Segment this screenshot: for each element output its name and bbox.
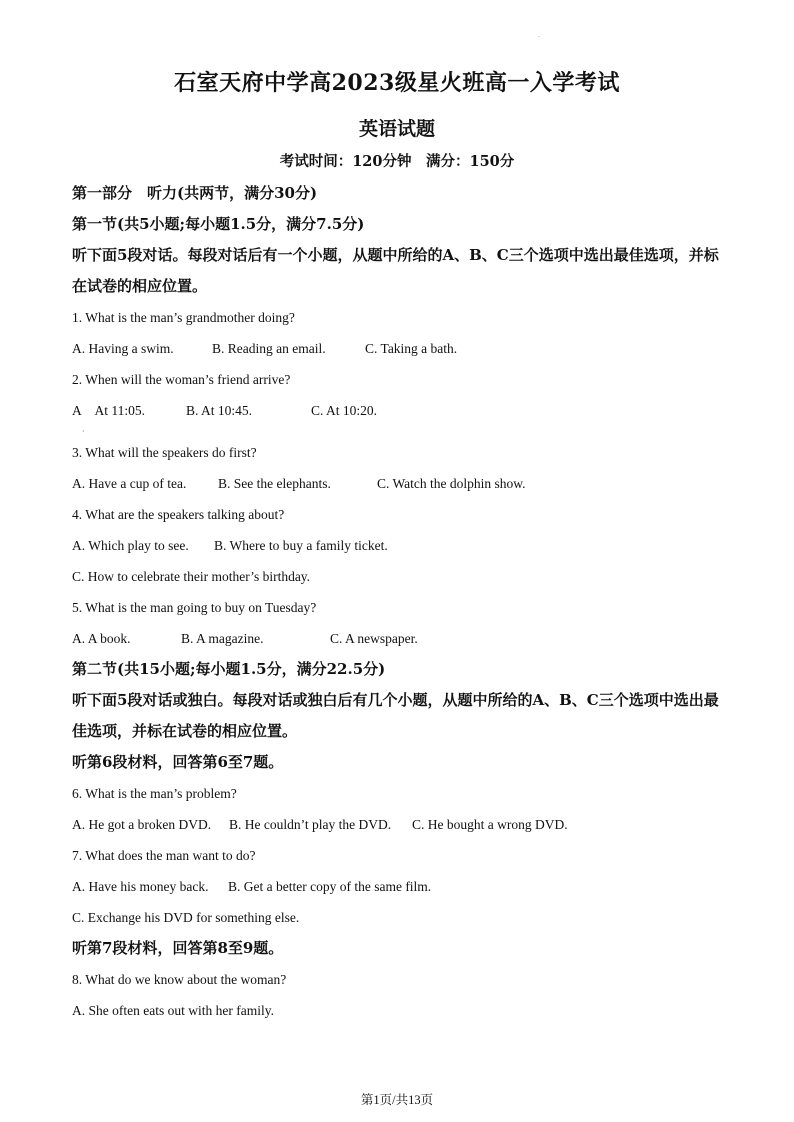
section-heading: 第一节(共5小题;每小题1.5分，满分7.5分) [72, 215, 365, 233]
option: A. A book. [72, 631, 131, 646]
question-options [72, 530, 732, 561]
question-stem: 6. What is the man’s problem? [72, 786, 237, 801]
question-stem: 7. What does the man want to do? [72, 848, 256, 863]
question-options [72, 809, 732, 840]
question-options [72, 623, 732, 654]
question-stem: 8. What do we know about the woman? [72, 972, 287, 987]
material-heading: 听第7段材料，回答第8至9题。 [72, 939, 284, 957]
question-stem: 1. What is the man’s grandmother doing? [72, 310, 295, 325]
section-heading: 第二节(共15小题;每小题1.5分，满分22.5分) [72, 660, 386, 678]
question-options [72, 395, 732, 426]
option: C. A newspaper. [330, 631, 418, 646]
option: B. See the elephants. [218, 476, 331, 491]
page-number: 第1页/共13页 [360, 1093, 434, 1107]
option: B. A magazine. [181, 631, 264, 646]
question-options [72, 333, 732, 364]
option: C. He bought a wrong DVD. [412, 817, 568, 832]
option: A. He got a broken DVD. [72, 817, 212, 832]
option: C. At 10:20. [311, 403, 378, 418]
option: A. Have a cup of tea. [72, 476, 187, 491]
option: B. Where to buy a family ticket. [214, 538, 388, 553]
material-heading: 听第6段材料，回答第6至7题。 [72, 753, 284, 771]
option: A. Have his money back. [72, 879, 209, 894]
option: C. Exchange his DVD for something else. [72, 910, 300, 925]
question-options [72, 561, 732, 592]
question-options [72, 871, 732, 902]
option: C. How to celebrate their mother’s birthday. [72, 569, 311, 584]
option: A. Which play to see. [72, 538, 189, 553]
exam-content [72, 178, 732, 1026]
option: B. Reading an email. [212, 341, 326, 356]
section-instruction: 听下面5段对话。每段对话后有一个小题，从题中所给的A、B、C三个选项中选出最佳选项，并标在试卷的相应位置。 [72, 246, 719, 295]
question-options [72, 995, 732, 1026]
option: C. Watch the dolphin show. [377, 476, 526, 491]
question-stem: 2. When will the woman’s friend arrive? [72, 372, 291, 387]
option: A. She often eats out with her family. [72, 1003, 274, 1018]
question-stem: 4. What are the speakers talking about? [72, 507, 285, 522]
option: A. Having a swim. [72, 341, 174, 356]
option: B. At 10:45. [186, 403, 253, 418]
exam-subtitle: 英语试题 [358, 118, 435, 140]
exam-title: 石室天府中学高2023级星火班高一入学考试 [174, 70, 620, 96]
option: B. He couldn’t play the DVD. [229, 817, 392, 832]
option: C. Taking a bath. [365, 341, 458, 356]
question-options [72, 468, 732, 499]
question-options [72, 902, 732, 933]
part-heading: 第一部分 听力(共两节，满分30分) [72, 184, 318, 202]
exam-info: 考试时间：120分钟 满分：150分 [279, 153, 515, 170]
scan-mark: · [82, 427, 85, 436]
question-stem: 3. What will the speakers do first? [72, 445, 257, 460]
scan-mark: · [538, 34, 540, 41]
option: B. Get a better copy of the same film. [228, 879, 432, 894]
section-instruction: 听下面5段对话或独白。每段对话或独白后有几个小题，从题中所给的A、B、C三个选项中选出最佳选项，并标在试卷的相应位置。 [72, 691, 719, 740]
option: A At 11:05. [72, 403, 146, 418]
question-stem: 5. What is the man going to buy on Tuesday? [72, 600, 317, 615]
